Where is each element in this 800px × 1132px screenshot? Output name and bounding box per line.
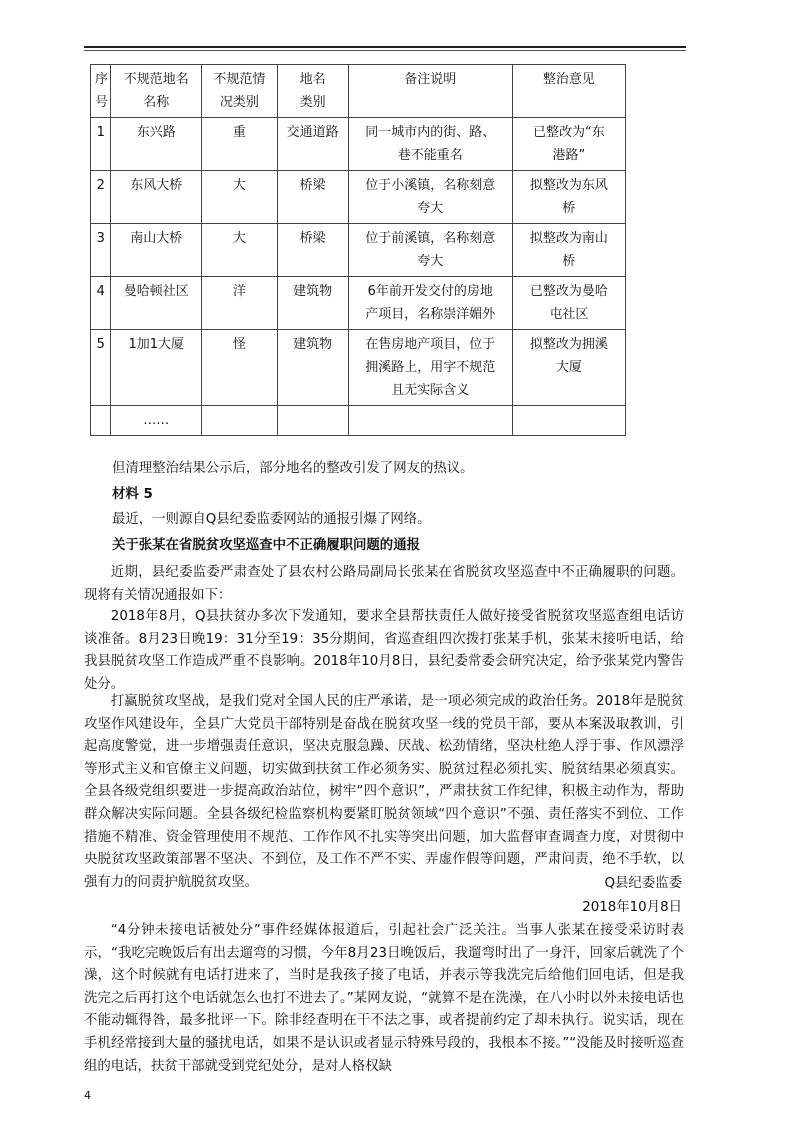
header-fix: 整治意见 — [512, 65, 625, 118]
cell-category: 建筑物 — [277, 330, 348, 406]
cell-category: 建筑物 — [277, 277, 348, 330]
notice-paragraph-3: 打赢脱贫攻坚战，是我们党对全国人民的庄严承诺，是一项必须完成的政治任务。2018年是脱贫攻坚作风建设年，全县广大党员干部特别是奋战在脱贫攻坚一线的党员干部，要从本案汲取教训，引起高度警觉，进一步增强责任意识，坚决克服急躁、厌战、松劲情绪，坚决杜绝人浮于事、作风漂浮等形式主义和官僚主义问题，切实做到扶贫工作必须务实、脱贫过程必须扎实、脱贫结果必须真实。全县各级党组织要进一步提高政治站位，树牢“四个意识”，严肃扶贫工作纪律，积极主动作为，帮助群众解决实际问题。全县各级纪检监察机构要紧盯脱贫领域“四个意识”不强、责任落实不到位、工作措施不精准、资金管理使用不规范、工作作风不扎实等突出问题，加大监督审查调查力度，对贯彻中央脱贫攻坚政策部署不坚决、不到位，及工作不严不实、弄虚作假等问题，严肃问责，绝不手软，以强有力的问责护航脱贫攻坚。 — [84, 694, 684, 890]
cell-note: 同一城市内的街、路、 巷不能重名 — [348, 118, 512, 171]
cell-type — [202, 406, 278, 436]
table-row — [91, 277, 626, 330]
page-number: 4 — [84, 1089, 91, 1102]
table-row — [91, 330, 626, 406]
cell-note: 位于前溪镇，名称刻意 夸大 — [348, 224, 512, 277]
cell-no: 1 — [91, 118, 111, 171]
cell-fix: 已整改为“东 港路” — [512, 118, 625, 171]
cell-fix — [512, 406, 625, 436]
cell-name: 曼哈顿社区 — [111, 277, 202, 330]
cell-category: 交通道路 — [277, 118, 348, 171]
signature: Q县纪委监委 — [604, 876, 682, 891]
header-type: 不规范情 况类别 — [202, 65, 278, 118]
header-rule — [84, 46, 686, 48]
cell-no: 5 — [91, 330, 111, 406]
cell-name: 东风大桥 — [111, 171, 202, 224]
cell-type: 大 — [202, 171, 278, 224]
table-row — [91, 224, 626, 277]
cell-no: 4 — [91, 277, 111, 330]
material-5-intro: 最近，一则源自Q县纪委监委网站的通报引爆了网络。 — [112, 512, 431, 527]
cell-no — [91, 406, 111, 436]
header-note: 备注说明 — [348, 65, 512, 118]
cell-fix: 拟整改为拥溪 大厦 — [512, 330, 625, 406]
table-row — [91, 406, 626, 436]
cell-note — [348, 406, 512, 436]
cell-note: 在售房地产项目，位于 拥溪路上，用字不规范 且无实际含义 — [348, 330, 512, 406]
notice-paragraph-1: 近期，县纪委监委严肃查处了县农村公路局副局长张某在省脱贫攻坚巡查中不正确履职的问题。现将有关情况通报如下： — [84, 565, 684, 603]
cell-category — [277, 406, 348, 436]
cell-name: 1加1大厦 — [111, 330, 202, 406]
cell-fix: 已整改为曼哈 屯社区 — [512, 277, 625, 330]
cell-name: 东兴路 — [111, 118, 202, 171]
material-5-title: 材料 5 — [112, 487, 153, 502]
cell-no: 2 — [91, 171, 111, 224]
cell-category: 桥梁 — [277, 171, 348, 224]
header-name: 不规范地名 名称 — [111, 65, 202, 118]
table-header-row — [91, 65, 626, 118]
notice-paragraph-2: 2018年8月，Q县扶贫办多次下发通知，要求全县帮扶责任人做好接受省脱贫攻坚巡查组电话访谈准备。8月23日晚19：31分至19：35分期间，省巡查组四次拨打张某手机，张某未接听电话，给我县脱贫攻坚工作造成严重不良影响。2018年10月8日，县纪委常委会研究决定，给予张某党内警告处分。 — [84, 609, 684, 692]
cell-fix: 拟整改为南山 桥 — [512, 224, 625, 277]
closing-paragraph: “4分钟未接电话被处分”事件经媒体报道后，引起社会广泛关注。当事人张某在接受采访时表示，“我吃完晚饭后有出去遛弯的习惯，今年8月23日晚饭后，我遛弯时出了一身汗，回家后就洗了个澡，这个时候就有电话打进来了，当时是我孩子接了电话，并表示等我洗完后给他们回电话，但是我洗完之后再打这个电话就怎么也打不进去了。”某网友说，“就算不是在洗澡，在八小时以外未接电话也不能动辄得咎，最多批评一下。除非经查明在干不法之事，或者提前约定了却未执行。说实话，现在手机经常接到大量的骚扰电话，如果不是认识或者显示特殊号段的，我根本不接。”“没能及时接听巡查组的电话，扶贫干部就受到党纪处分，是对人格权缺 — [84, 923, 684, 1074]
cell-name: …… — [111, 406, 202, 436]
cell-name: 南山大桥 — [111, 224, 202, 277]
notice-date: 2018年10月8日 — [582, 900, 682, 915]
cell-type: 大 — [202, 224, 278, 277]
cell-type: 怪 — [202, 330, 278, 406]
header-no: 序 号 — [91, 65, 111, 118]
header-category: 地名 类别 — [277, 65, 348, 118]
irregular-place-names-table — [90, 64, 626, 436]
table-row — [91, 171, 626, 224]
cell-fix: 拟整改为东风 桥 — [512, 171, 625, 224]
cell-type: 重 — [202, 118, 278, 171]
notice-title: 关于张某在省脱贫攻坚巡查中不正确履职问题的通报 — [112, 538, 420, 553]
table-row — [91, 118, 626, 171]
cell-no: 3 — [91, 224, 111, 277]
after-table-text: 但清理整治结果公示后，部分地名的整改引发了网友的热议。 — [112, 461, 474, 476]
cell-note: 6年前开发交付的房地 产项目，名称崇洋媚外 — [348, 277, 512, 330]
cell-category: 桥梁 — [277, 224, 348, 277]
cell-type: 洋 — [202, 277, 278, 330]
header-rule-thin — [84, 50, 686, 51]
cell-note: 位于小溪镇，名称刻意 夸大 — [348, 171, 512, 224]
